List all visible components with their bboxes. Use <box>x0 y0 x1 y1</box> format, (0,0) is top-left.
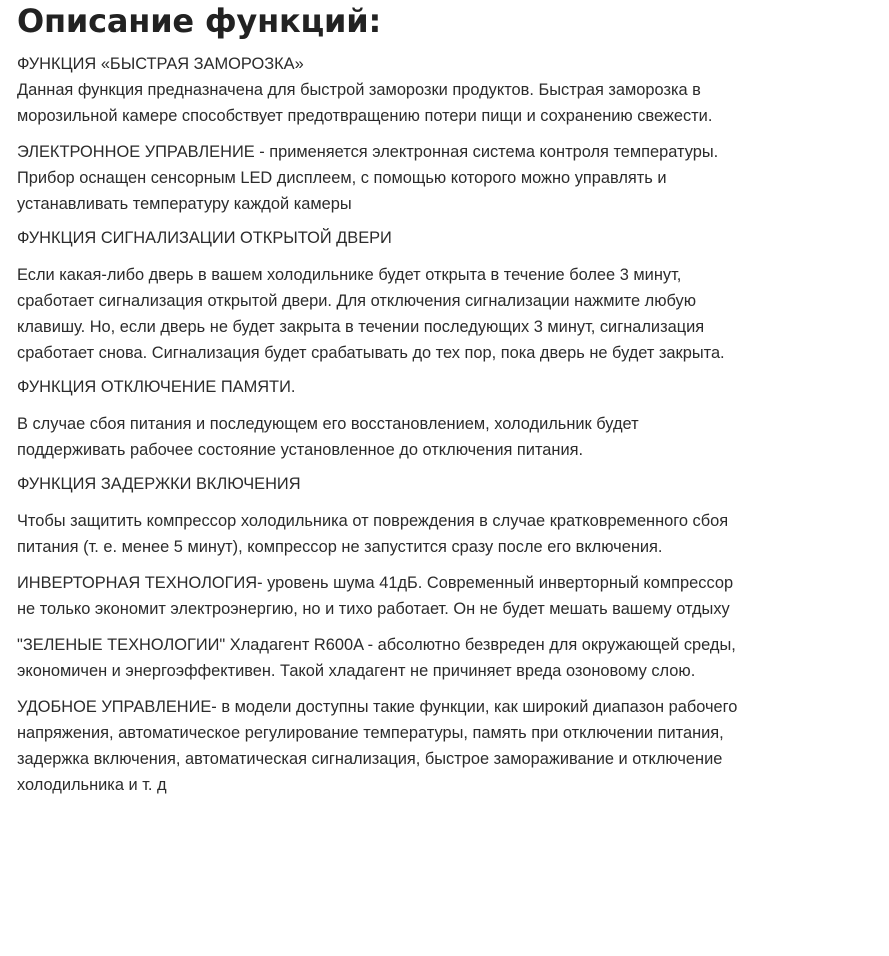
paragraph-line: напряжения, автоматическое регулирование температуры, память при отключении питания, <box>17 724 724 742</box>
paragraph-line: сработает снова. Сигнализация будет срабатывать до тех пор, пока дверь не будет закрыта. <box>17 344 725 362</box>
paragraph-line: Данная функция предназначена для быстрой заморозки продуктов. Быстрая заморозка в <box>17 81 701 99</box>
paragraph-line: сработает сигнализация открытой двери. Для отключения сигнализации нажмите любую <box>17 292 697 310</box>
paragraph-quick-freeze <box>17 51 889 129</box>
paragraph-line: В случае сбоя питания и последующем его восстановлением, холодильник будет <box>17 415 639 433</box>
heading-delay <box>17 471 889 497</box>
paragraph-line: клавишу. Но, если дверь не будет закрыта в течении последующих 3 минут, сигнализация <box>17 318 705 336</box>
paragraph-line: ФУНКЦИЯ ЗАДЕРЖКИ ВКЛЮЧЕНИЯ <box>17 475 301 493</box>
paragraph-line: экономичен и энергоэффективен. Такой хладагент не причиняет вреда озоновому слою. <box>17 662 696 680</box>
page-title: Описание функций: <box>17 2 382 40</box>
paragraph-line: УДОБНОЕ УПРАВЛЕНИЕ- в модели доступны такие функции, как широкий диапазон рабочего <box>17 698 738 716</box>
paragraph-line: задержка включения, автоматическая сигнализация, быстрое замораживание и отключение <box>17 750 723 768</box>
paragraph-green-tech <box>17 632 889 684</box>
paragraph-line: не только экономит электроэнергию, но и тихо работает. Он не будет мешать вашему отдыху <box>17 600 730 618</box>
paragraph-line: питания (т. е. менее 5 минут), компрессор не запустится сразу после его включения. <box>17 538 663 556</box>
paragraph-line: Если какая-либо дверь в вашем холодильнике будет открыта в течение более 3 минут, <box>17 266 682 284</box>
paragraph-line: морозильной камере способствует предотвращению потери пищи и сохранению свежести. <box>17 107 713 125</box>
paragraph-line: устанавливать температуру каждой камеры <box>17 195 352 213</box>
paragraph-door-alarm <box>17 262 889 366</box>
paragraph-line: Прибор оснащен сенсорным LED дисплеем, с помощью которого можно управлять и <box>17 169 667 187</box>
heading-door-alarm <box>17 225 889 251</box>
paragraph-line: холодильника и т. д <box>17 776 167 794</box>
heading-memory <box>17 374 889 400</box>
paragraph-line: ФУНКЦИЯ «БЫСТРАЯ ЗАМОРОЗКА» <box>17 55 304 73</box>
paragraph-line: "ЗЕЛЕНЫЕ ТЕХНОЛОГИИ" Хладагент R600A - абсолютно безвреден для окружающей среды, <box>17 636 736 654</box>
paragraph-inverter <box>17 570 889 622</box>
paragraph-electronic-control <box>17 139 889 217</box>
paragraph-memory <box>17 411 889 463</box>
paragraph-delay <box>17 508 889 560</box>
paragraph-line: ИНВЕРТОРНАЯ ТЕХНОЛОГИЯ- уровень шума 41дБ. Современный инверторный компрессор <box>17 574 734 592</box>
paragraph-convenient-control <box>17 694 889 798</box>
paragraph-line: Чтобы защитить компрессор холодильника от повреждения в случае кратковременного сбоя <box>17 512 729 530</box>
paragraph-line: ЭЛЕКТРОННОЕ УПРАВЛЕНИЕ - применяется электронная система контроля температуры. <box>17 143 719 161</box>
paragraph-line: ФУНКЦИЯ ОТКЛЮЧЕНИЕ ПАМЯТИ. <box>17 378 296 396</box>
paragraph-line: поддерживать рабочее состояние установленное до отключения питания. <box>17 441 584 459</box>
paragraph-line: ФУНКЦИЯ СИГНАЛИЗАЦИИ ОТКРЫТОЙ ДВЕРИ <box>17 229 392 247</box>
features-description <box>17 0 889 798</box>
